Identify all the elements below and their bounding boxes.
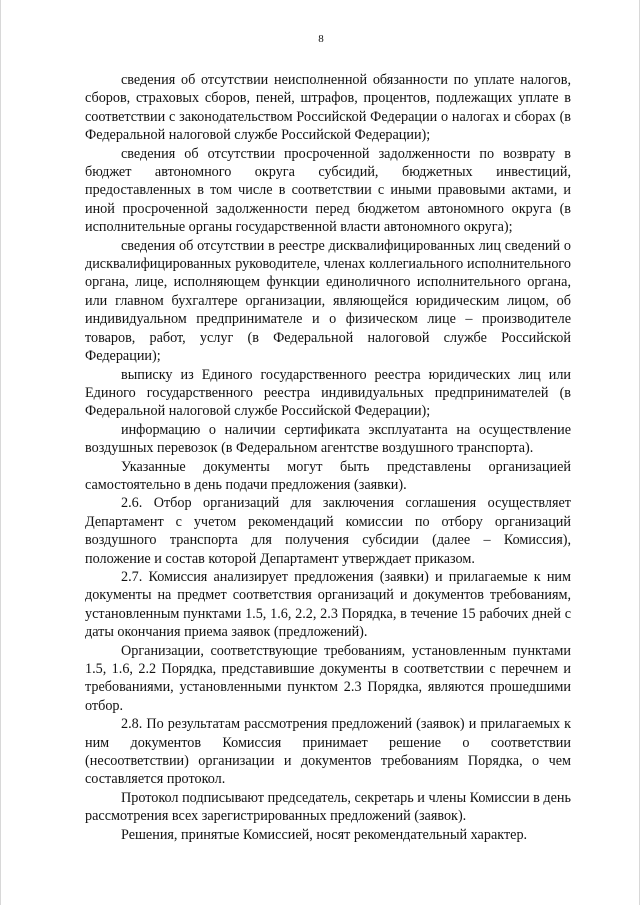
document-body	[85, 71, 571, 844]
paragraph-registry-extract: выписку из Единого государственного реестра юридических лиц или Единого государственного реестра индивидуальных предпринимателей (в Федеральной налоговой службе Российской Федерации);	[85, 366, 571, 420]
paragraph-disqualified-persons-info: сведения об отсутствии в реестре дисквалифицированных лиц сведений о дисквалифицированных руководителе, членах коллегиального исполнительного органа, лице, исполняющем функции единоличного исполнительного органа, или главном бухгалтере организации, являющейся юридическим лицом, об индивидуальном предпринимателе и о физическом лице – производителе товаров, работ, услуг (в Федеральной налоговой службе Российской Федерации);	[85, 237, 571, 365]
paragraph-budget-debt-info: сведения об отсутствии просроченной задолженности по возврату в бюджет автономного округа субсидий, бюджетных инвестиций, предоставленных в том числе в соответствии с иными правовыми актами, и иной просроченной задолженности перед бюджетом автономного округа (в исполнительные органы государственной власти автономного округа);	[85, 145, 571, 236]
paragraph-selection-passed: Организации, соответствующие требованиям, установленным пунктами 1.5, 1.6, 2.2 Порядка, представившие документы в соответствии с перечнем и требованиями, установленными пунктом 2.3 Порядка, являются прошедшими отбор.	[85, 642, 571, 714]
paragraph-protocol-signing: Протокол подписывают председатель, секретарь и члены Комиссии в день рассмотрения всех зарегистрированных предложений (заявок).	[85, 789, 571, 825]
paragraph-recommendations: Решения, принятые Комиссией, носят рекомендательный характер.	[121, 826, 528, 843]
paragraph-2-8: 2.8. По результатам рассмотрения предложений (заявок) и прилагаемых к ним документов Комиссия принимает решение о соответствии (несоответствии) организации и документов требованиям Порядка, о чем составляется протокол.	[85, 716, 571, 788]
page-number: 8	[318, 33, 324, 45]
paragraph-operator-certificate: информацию о наличии сертификата эксплуатанта на осуществление воздушных перевозок (в Федеральном агентстве воздушного транспорта).	[85, 421, 571, 457]
paragraph-self-submission: Указанные документы могут быть представлены организацией самостоятельно в день подачи предложения (заявки).	[85, 458, 571, 493]
paragraph-2-7: 2.7. Комиссия анализирует предложения (заявки) и прилагаемые к ним документы на предмет соответствия организаций и документов требованиям, установленным пунктами 1.5, 1.6, 2.2, 2.3 Порядка, в течение 15 рабочих дней с даты окончания приема заявок (предложений).	[85, 568, 571, 641]
paragraph-2-6: 2.6. Отбор организаций для заключения соглашения осуществляет Департамент с учетом рекомендаций комиссии по отбору организаций воздушного транспорта для получения субсидии (далее – Комиссия), положение и состав которой Департамент утверждает приказом.	[85, 495, 571, 567]
paragraph-tax-debt-info: сведения об отсутствии неисполненной обязанности по уплате налогов, сборов, страховых сборов, пеней, штрафов, процентов, подлежащих уплате в соответствии с законодательством Российской Федерации о налогах и сборах (в Федеральной налоговой службе Российской Федерации);	[85, 72, 571, 144]
